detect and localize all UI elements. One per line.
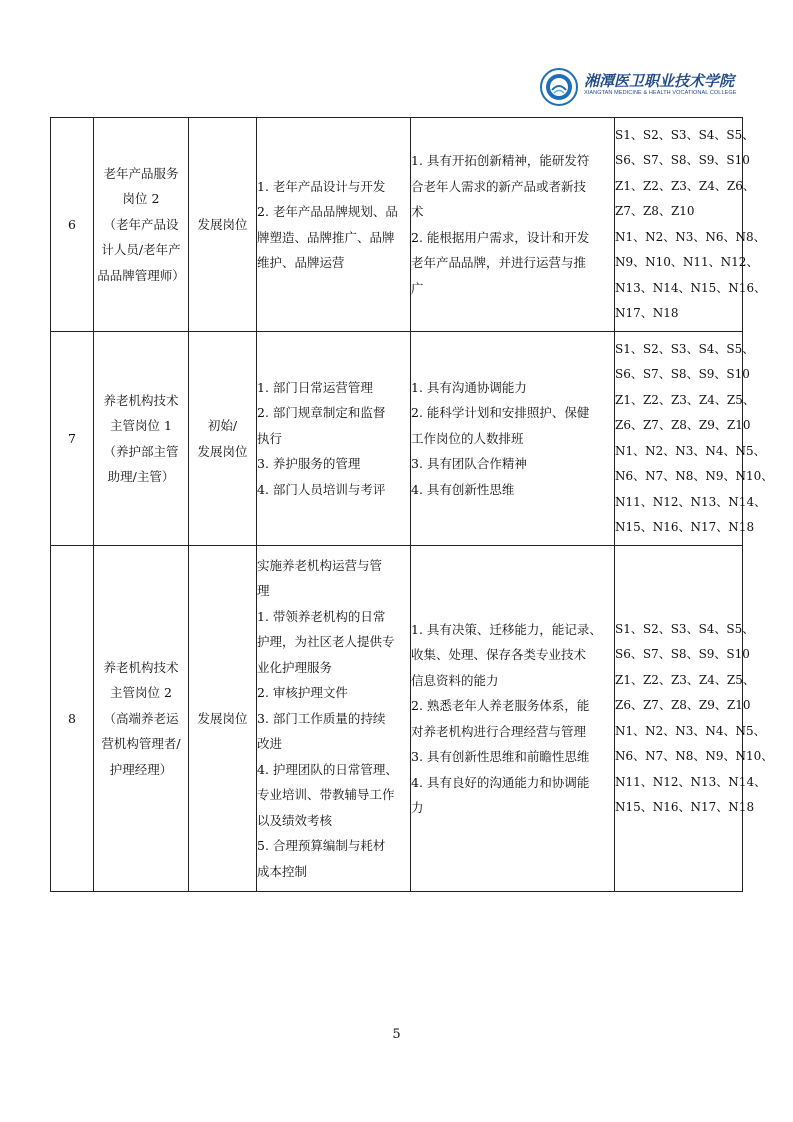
cell-line: 养老机构技术 [103,392,179,408]
cell-line: 以及绩效考核 [257,812,333,828]
cell-position [94,118,189,332]
cell-line: 维护、品牌运营 [257,255,345,270]
cell-line: N13、N14、N15、N16、 [615,280,767,295]
cell-position-type [189,332,257,546]
cell-position [94,332,189,546]
cell-line: N11、N12、N13、N14、 [615,774,767,789]
cell-line: Z1、Z2、Z3、Z4、Z6、 [615,178,755,193]
cell-line: S6、S7、S8、S9、S10 [615,647,750,661]
cell-number: 7 [51,332,94,546]
cell-line: 营机构管理者/ [101,736,181,752]
cell-line: 2. 老年产品品牌规划、品 [257,204,398,219]
cell-line: 理 [257,583,270,599]
cell-line: 1. 具有开拓创新精神，能研发符 [411,153,590,168]
cell-line: Z6、Z7、Z8、Z9、Z10 [615,698,751,712]
cell-line: N15、N16、N17、N18 [615,520,755,534]
position-table [50,117,774,892]
cell-line: Z7、Z8、Z10 [615,204,695,218]
school-seal-icon [540,68,578,106]
cell-line: 2. 部门规章制定和监督 [257,405,386,421]
cell-line: N6、N7、N8、N9、N10、 [615,469,774,483]
cell-line: 力 [411,800,424,815]
cell-position-type [189,546,257,892]
cell-line: 术 [411,204,424,219]
cell-line: 广 [411,280,424,296]
cell-line: S1、S2、S3、S4、S5、 [615,341,755,356]
cell-line: Z6、Z7、Z8、Z9、Z10 [615,418,751,432]
cell-line: 5. 合理预算编制与耗材 [257,838,386,854]
cell-line: 助理/主管） [107,469,175,484]
cell-line: 执行 [257,430,283,446]
cell-line: 信息资料的能力 [411,672,499,688]
cell-line: （养护部主管 [103,443,179,459]
cell-line: 初始/ [207,418,238,433]
school-logo [540,68,752,108]
cell-line: 发展岗位 [197,710,248,726]
cell-abilities [411,118,615,332]
cell-line: 实施养老机构运营与管 [257,557,383,573]
cell-line: 成本控制 [257,863,308,879]
cell-line: 主管岗位 1 [110,418,172,433]
cell-line: N6、N7、N8、N9、N10、 [615,749,774,763]
cell-line: 业化护理服务 [257,659,333,675]
page-number: 5 [392,1027,401,1042]
cell-line: 护理，为社区老人提供专 [257,634,395,650]
cell-work-tasks [257,546,411,892]
cell-line: （老年产品设 [103,216,179,232]
cell-line: 1. 带领养老机构的日常 [257,608,386,624]
table-row [51,332,743,546]
cell-line: 发展岗位 [197,443,248,459]
cell-line: N17、N18 [615,306,679,320]
cell-line: 4. 具有良好的沟通能力和协调能 [411,774,590,790]
cell-position-type [189,118,257,332]
cell-line: 岗位 2 [122,191,160,207]
cell-line: 老年产品服务 [103,165,179,181]
cell-line: N15、N16、N17、N18 [615,800,755,814]
cell-line: 3. 具有团队合作精神 [411,456,527,472]
cell-line: 计人员/老年产 [101,242,181,258]
cell-abilities [411,546,615,892]
cell-line: 3. 部门工作质量的持续 [257,710,386,726]
cell-line: N1、N2、N3、N4、N5、 [615,443,766,458]
cell-line: 专业培训、带教辅导工作 [257,787,395,803]
cell-codes [615,546,774,892]
cell-line: 对养老机构进行合理经营与管理 [411,723,587,739]
table-row [51,546,743,892]
cell-line: 2. 能科学计划和安排照护、保健 [411,405,590,421]
cell-line: 3. 养护服务的管理 [257,456,361,472]
cell-line: 2. 能根据用户需求，设计和开发 [411,229,590,245]
cell-work-tasks [257,118,411,332]
cell-line: 1. 老年产品设计与开发 [257,178,386,194]
cell-number: 8 [51,546,94,892]
cell-line: 品品牌管理师） [97,267,185,283]
cell-line: N1、N2、N3、N4、N5、 [615,723,766,738]
cell-line: S6、S7、S8、S9、S10 [615,153,750,167]
cell-number: 6 [51,118,94,332]
cell-line: 4. 具有创新性思维 [411,481,515,497]
cell-line: 护理经理） [109,761,173,777]
cell-codes [615,332,774,546]
cell-line: Z1、Z2、Z3、Z4、Z5、 [615,672,755,687]
cell-line: 2. 熟悉老年人养老服务体系，能 [411,698,590,713]
cell-abilities [411,332,615,546]
cell-line: N1、N2、N3、N6、N8、 [615,229,766,244]
cell-line: 1. 具有沟通协调能力 [411,379,527,395]
cell-line: 改进 [257,736,283,752]
cell-line: 1. 部门日常运营管理 [257,379,373,395]
school-name: 湘潭医卫职业技术学院 [584,72,735,90]
cell-line: S1、S2、S3、S4、S5、 [615,127,755,142]
cell-line: N11、N12、N13、N14、 [615,494,767,509]
cell-line: 4. 护理团队的日常管理、 [257,761,398,777]
cell-line: 老年产品品牌，并进行运营与推 [411,255,587,270]
cell-line: 合老年人需求的新产品或者新技 [411,178,587,194]
cell-line: 牌塑造、品牌推广、品牌 [257,229,395,245]
cell-line: 收集、处理、保存各类专业技术 [411,647,587,662]
cell-line: 3. 具有创新性思维和前瞻性思维 [411,749,590,764]
cell-line: 工作岗位的人数排班 [411,430,524,446]
cell-line: 养老机构技术 [103,659,179,675]
cell-line: 4. 部门人员培训与考评 [257,481,386,497]
cell-work-tasks [257,332,411,546]
cell-line: S1、S2、S3、S4、S5、 [615,621,755,636]
cell-line: 发展岗位 [197,216,248,232]
cell-position [94,546,189,892]
cell-line: N9、N10、N11、N12、 [615,255,759,269]
cell-line: Z1、Z2、Z3、Z4、Z5、 [615,392,755,407]
cell-codes [615,118,767,332]
cell-line: 主管岗位 2 [110,685,172,701]
cell-line: （高端养老运 [103,710,179,726]
school-name-en: XIANGTAN MEDICINE & HEALTH VOCATIONAL COLLEGE [584,90,737,96]
cell-line: 2. 审核护理文件 [257,685,348,701]
table-row [51,118,743,332]
cell-line: 1. 具有决策、迁移能力，能记录、 [411,621,602,637]
cell-line: S6、S7、S8、S9、S10 [615,367,750,381]
